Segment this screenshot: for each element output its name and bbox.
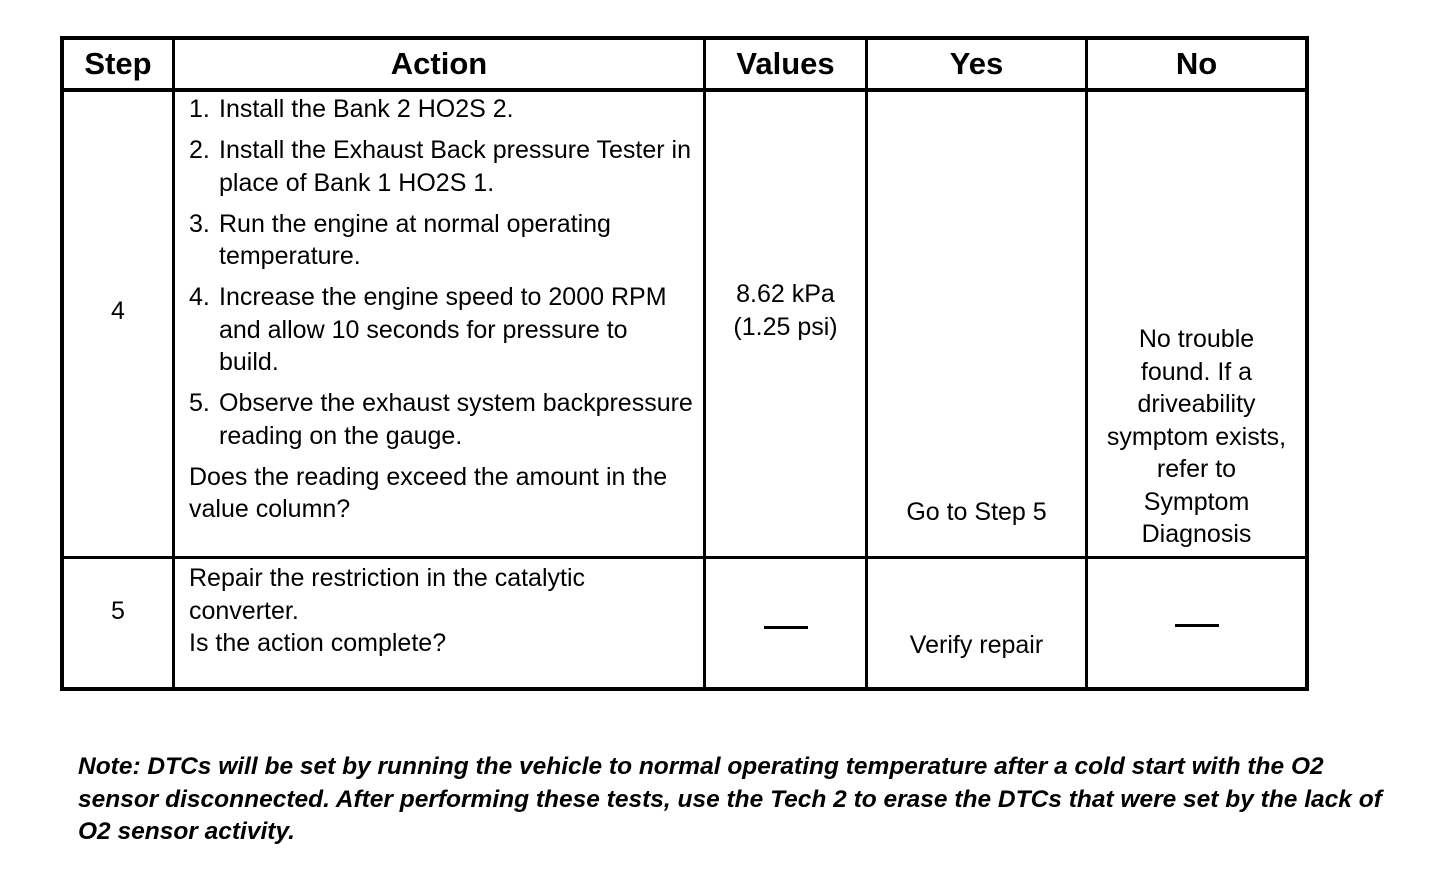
- row-4-values: [706, 278, 865, 343]
- repair-question: Is the action complete?: [189, 629, 447, 657]
- header-yes: Yes: [949, 46, 1004, 81]
- row-4-yes: Go to Step 5: [906, 498, 1047, 526]
- header-action: Action: [390, 46, 488, 81]
- header-step: Step: [84, 46, 152, 81]
- action-question: Does the reading exceed the amount in the value column?: [189, 462, 668, 523]
- header-divider: [64, 88, 1305, 92]
- row-4-step: 4: [111, 297, 125, 325]
- action-step-5: 5. Observe the exhaust system backpressure reading on the gauge.: [189, 389, 693, 450]
- row-4-action: [189, 93, 694, 526]
- diagnostic-table: [60, 36, 1309, 691]
- action-step-4: 4. Increase the engine speed to 2000 RPM and allow 10 seconds for pressure to build.: [189, 283, 667, 376]
- column-divider-values: [865, 40, 868, 687]
- action-steps-list: [189, 93, 694, 452]
- column-divider-action: [703, 40, 706, 687]
- row-4-no: No trouble found. If a driveability symptom exists, refer to Symptom Diagnosis: [1106, 325, 1287, 548]
- row-5-yes: Verify repair: [909, 631, 1044, 659]
- value-kpa: 8.62 kPa: [736, 280, 835, 308]
- repair-instruction: Repair the restriction in the catalytic converter.: [189, 564, 586, 625]
- row-5-step: 5: [111, 597, 125, 625]
- row-divider: [64, 556, 1305, 559]
- action-step-1: 1. Install the Bank 2 HO2S 2.: [189, 95, 514, 123]
- note-text: Note: DTCs will be set by running the vehicle to normal operating temperature after a cold start with the O2 sensor disconnected. After performing these tests, use the Tech 2 to erase the DTCs that were set by the lack of O2 sensor activity.: [78, 753, 1382, 845]
- action-step-2: 2. Install the Exhaust Back pressure Tester in place of Bank 1 HO2S 1.: [189, 136, 691, 197]
- row-5-no-dash: [1175, 624, 1219, 627]
- header-values: Values: [736, 46, 835, 81]
- header-no: No: [1175, 46, 1218, 81]
- row-5-action: [189, 562, 694, 660]
- value-psi: (1.25 psi): [733, 312, 838, 341]
- row-5-values-dash: [764, 626, 808, 629]
- action-step-3: 3. Run the engine at normal operating temperature.: [189, 209, 611, 270]
- column-divider-step: [172, 40, 175, 687]
